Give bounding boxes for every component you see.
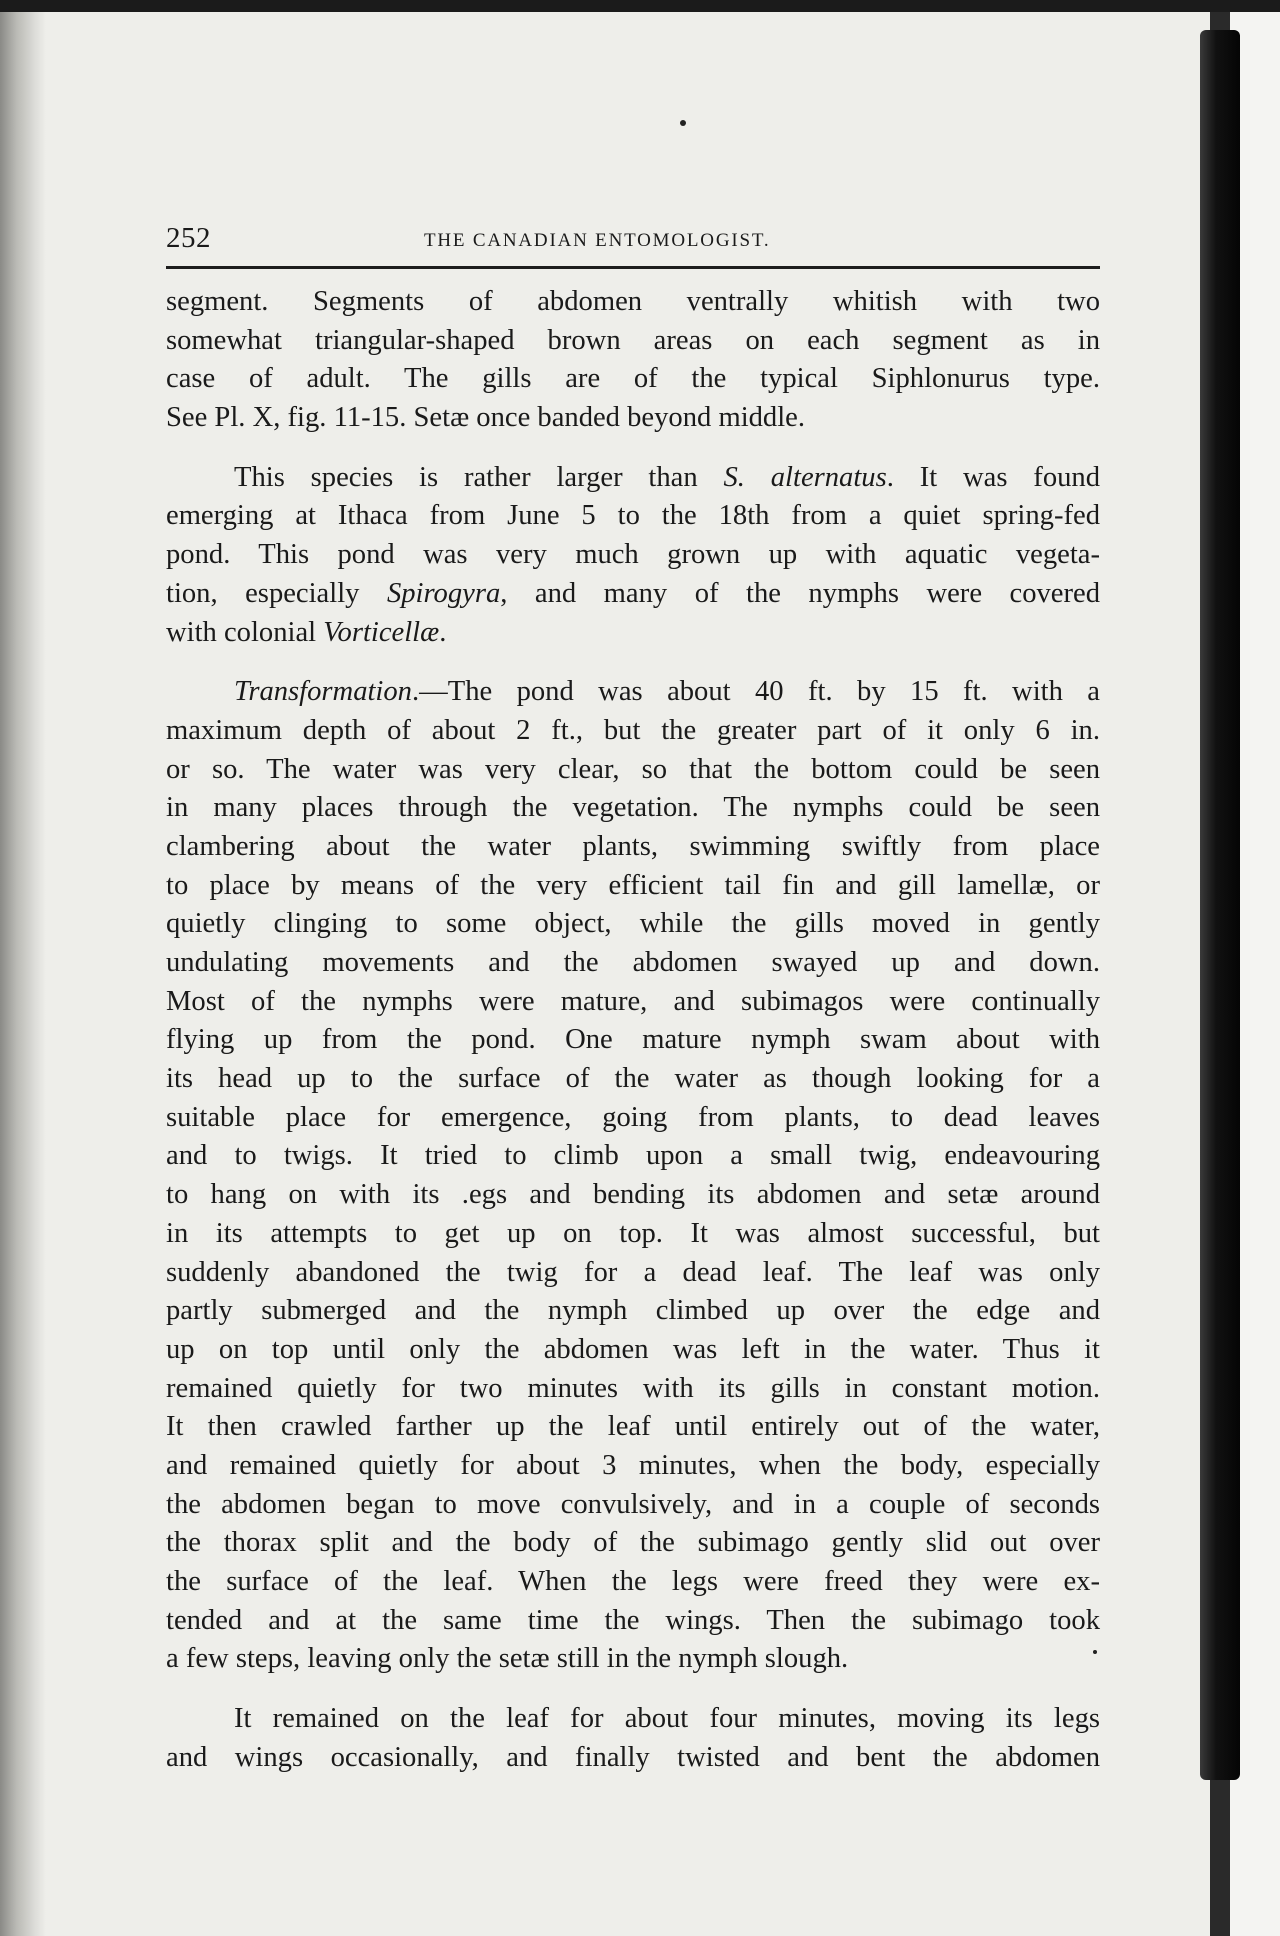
text-segment: tion, especially [166, 577, 387, 609]
italic-term: Spirogyra [386, 577, 501, 609]
text-line: case of adult. The gills are of the typical Siphlonurus type. [166, 363, 1100, 395]
text-segment: with colonial [166, 616, 324, 648]
text-line: somewhat triangular-shaped brown areas on each segment as in [166, 324, 1100, 356]
text-line: in many places through the vegetation. The nymphs could be seen [166, 792, 1100, 824]
text-line [166, 614, 1100, 653]
text-line: undulating movements and the abdomen swayed up and down. [166, 947, 1100, 978]
paragraph [166, 459, 1100, 652]
text-line: maximum depth of about 2 ft., but the greater part of it only 6 in. [166, 714, 1100, 746]
paragraph [166, 283, 1100, 438]
text-line: segment. Segments of abdomen ventrally whitish with two [166, 286, 1100, 317]
page-edge-shadow [1200, 30, 1240, 1780]
text-line: quietly clinging to some object, while the gills moved in gently [166, 908, 1100, 940]
text-segment: . It was found [886, 461, 1101, 493]
text-line: remained quietly for two minutes with its gills in constant motion. [166, 1372, 1100, 1404]
text-line [166, 459, 1100, 498]
italic-term: Vorticellæ [323, 616, 440, 648]
paragraph [166, 1700, 1100, 1777]
text-line: suddenly abandoned the twig for a dead leaf. The leaf was only [166, 1256, 1100, 1288]
text-line: flying up from the pond. One mature nymph swam about with [166, 1024, 1100, 1056]
text-line: the surface of the leaf. When the legs were freed they were ex- [166, 1566, 1100, 1597]
text-segment: .—The pond was about 40 ft. by 15 ft. with a [411, 676, 1100, 708]
text-line: pond. This pond was very much grown up with aquatic vegeta- [166, 539, 1100, 571]
text-line: or so. The water was very clear, so that the bottom could be seen [166, 753, 1100, 785]
text-line: to place by means of the very efficient tail fin and gill lamellæ, or [166, 869, 1100, 901]
text-line [166, 673, 1100, 712]
text-segment: , and many of the nymphs were covered [500, 577, 1100, 609]
italic-term: S. alternatus [723, 461, 887, 493]
text-line: It remained on the leaf for about four minutes, moving its legs [234, 1703, 1100, 1735]
binding-shadow [0, 0, 46, 1936]
paragraph [166, 673, 1100, 1679]
text-line: to hang on with its .egs and bending its abdomen and setæ around [166, 1179, 1100, 1211]
text-line: suitable place for emergence, going from plants, to dead leaves [166, 1101, 1100, 1133]
text-line: in its attempts to get up on top. It was almost successful, but [166, 1217, 1100, 1249]
body-text [166, 283, 1100, 1777]
text-line: and remained quietly for about 3 minutes, when the body, especially [166, 1449, 1100, 1481]
header-rule [166, 266, 1100, 269]
text-line: a few steps, leaving only the setæ still in the nymph slough. [166, 1643, 849, 1675]
text-line: clambering about the water plants, swimming swiftly from place [166, 830, 1100, 862]
text-line: and to twigs. It tried to climb upon a small twig, endeavouring [166, 1140, 1100, 1172]
text-line: See Pl. X, fig. 11-15. Setæ once banded beyond middle. [166, 402, 806, 434]
scan-top-edge [0, 0, 1280, 12]
text-line: It then crawled farther up the leaf until entirely out of the water, [166, 1411, 1100, 1443]
page-header [166, 222, 1100, 262]
text-line: and wings occasionally, and finally twisted and bent the abdomen [166, 1741, 1100, 1773]
scan-speck [680, 120, 686, 126]
text-segment: . [439, 616, 447, 648]
text-line: the thorax split and the body of the subimago gently slid out over [166, 1527, 1100, 1559]
text-segment: This species is rather larger than [234, 461, 724, 493]
text-line: emerging at Ithaca from June 5 to the 18th from a quiet spring-fed [166, 500, 1100, 532]
text-line: up on top until only the abdomen was left in the water. Thus it [166, 1333, 1100, 1365]
text-line: its head up to the surface of the water as though looking for a [166, 1063, 1100, 1095]
italic-term: Transformation [234, 676, 412, 708]
page-number: 252 [166, 222, 211, 254]
text-line: the abdomen began to move convulsively, and in a couple of seconds [166, 1488, 1100, 1520]
text-line: partly submerged and the nymph climbed up over the edge and [166, 1295, 1100, 1327]
running-head: THE CANADIAN ENTOMOLOGIST. [424, 230, 771, 251]
text-line: tended and at the same time the wings. Then the subimago took [166, 1604, 1100, 1636]
text-line [166, 575, 1100, 614]
text-line: Most of the nymphs were mature, and subimagos were continually [166, 985, 1100, 1017]
